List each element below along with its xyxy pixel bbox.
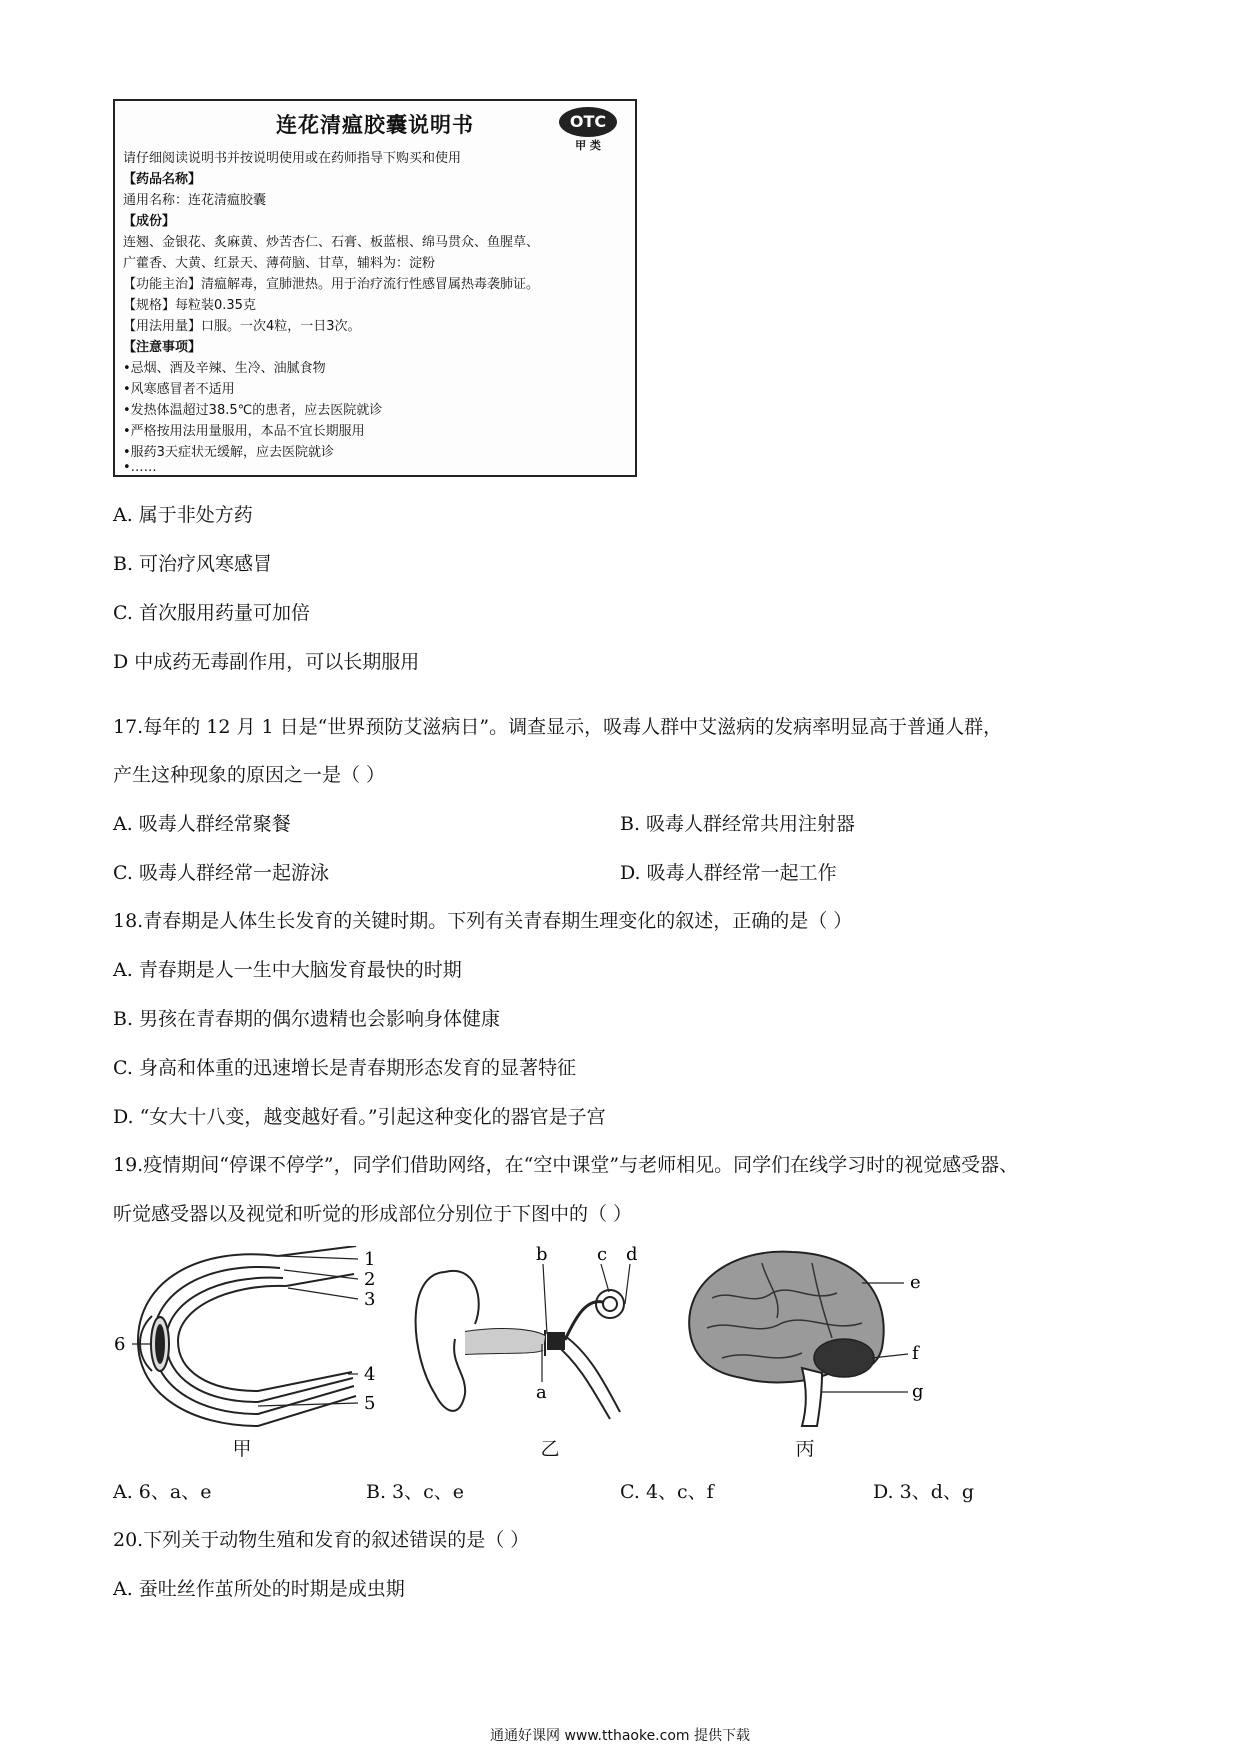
brain-mark-g: g xyxy=(912,1381,924,1402)
leaflet-note: •…… xyxy=(123,460,157,475)
leaflet-note: •忌烟、酒及辛辣、生冷、油腻食物 xyxy=(123,361,326,376)
eye-diagram xyxy=(108,1246,398,1436)
brain-mark-e: e xyxy=(910,1272,921,1293)
q19-option-c[interactable]: C. 4、c、f xyxy=(620,1481,714,1503)
figure-label-jia: 甲 xyxy=(232,1438,252,1460)
leaflet-heading-name: 【药品名称】 xyxy=(123,172,202,187)
q16-option-a[interactable]: A. 属于非处方药 xyxy=(113,504,253,526)
leaflet-heading-ingredients: 【成份】 xyxy=(123,214,176,229)
leaflet-ingredients-line: 广藿香、大黄、红景天、薄荷脑、甘草，辅料为：淀粉 xyxy=(123,256,436,271)
q19-option-d[interactable]: D. 3、d、g xyxy=(873,1481,975,1503)
leaflet-spec: 【规格】每粒装0.35克 xyxy=(123,298,256,313)
eye-mark-2: 2 xyxy=(364,1269,376,1290)
leaflet-note: •严格按用法用量服用，本品不宜长期服用 xyxy=(123,424,365,439)
q18-option-d[interactable]: D. “女大十八变，越变越好看。”引起这种变化的器官是子宫 xyxy=(113,1106,606,1128)
q17-stem: 17.每年的 12 月 1 日是“世界预防艾滋病日”。调查显示，吸毒人群中艾滋病的发病率明显高于普通人群， xyxy=(113,716,1003,738)
q17-option-c[interactable]: C. 吸毒人群经常一起游泳 xyxy=(113,862,329,884)
q19-stem: 19.疫情期间“停课不停学”，同学们借助网络，在“空中课堂”与老师相见。同学们在线学习时的视觉感受器、 xyxy=(113,1154,1019,1176)
q16-option-d[interactable]: D 中成药无毒副作用，可以长期服用 xyxy=(113,651,420,673)
otc-class: 甲 类 xyxy=(575,139,601,152)
leaflet-ingredients-line: 连翘、金银花、炙麻黄、炒苦杏仁、石膏、板蓝根、绵马贯众、鱼腥草、 xyxy=(123,235,540,250)
q16-option-c[interactable]: C. 首次服用药量可加倍 xyxy=(113,602,310,624)
ear-canal xyxy=(465,1329,545,1354)
q18-option-a[interactable]: A. 青春期是人一生中大脑发育最快的时期 xyxy=(113,959,462,981)
ear-mark-d: d xyxy=(626,1244,638,1265)
q20-stem: 20.下列关于动物生殖和发育的叙述错误的是（ ） xyxy=(113,1529,530,1551)
brain-diagram xyxy=(672,1238,930,1428)
leaflet-generic-name: 通用名称：连花清瘟胶囊 xyxy=(123,193,267,208)
figure-label-yi: 乙 xyxy=(540,1438,560,1460)
ear-diagram xyxy=(405,1244,660,1434)
eye-mark-6: 6 xyxy=(114,1334,126,1355)
eye-mark-3: 3 xyxy=(364,1289,376,1310)
q20-option-a[interactable]: A. 蚕吐丝作茧所处的时期是成虫期 xyxy=(113,1578,405,1600)
brain-mark-f: f xyxy=(912,1343,919,1364)
leaflet-note: •服药3天症状无缓解，应去医院就诊 xyxy=(123,445,334,460)
lens-mark xyxy=(155,1324,165,1364)
q17-option-a[interactable]: A. 吸毒人群经常聚餐 xyxy=(113,813,291,835)
medicine-leaflet xyxy=(113,99,637,477)
leaflet-note: •风寒感冒者不适用 xyxy=(123,382,235,397)
q19-stem-cont: 听觉感受器以及视觉和听觉的形成部位分别位于下图中的（ ） xyxy=(113,1203,633,1225)
otc-logo: OTC xyxy=(559,107,617,137)
q18-option-b[interactable]: B. 男孩在青春期的偶尔遗精也会影响身体健康 xyxy=(113,1008,501,1030)
eye-mark-1: 1 xyxy=(364,1249,376,1270)
q17-option-b[interactable]: B. 吸毒人群经常共用注射器 xyxy=(620,813,856,835)
ossicles xyxy=(547,1332,565,1350)
q16-option-b[interactable]: B. 可治疗风寒感冒 xyxy=(113,553,273,575)
leaflet-note: •发热体温超过38.5℃的患者，应去医院就诊 xyxy=(123,403,383,418)
q18-option-c[interactable]: C. 身高和体重的迅速增长是青春期形态发育的显著特征 xyxy=(113,1057,576,1079)
ear-mark-c: c xyxy=(597,1244,608,1265)
brainstem xyxy=(802,1368,822,1426)
figure-label-bing: 丙 xyxy=(795,1438,815,1460)
ear-mark-b: b xyxy=(536,1244,548,1265)
ear-mark-a: a xyxy=(536,1382,547,1403)
leaflet-function: 【功能主治】清瘟解毒，宣肺泄热。用于治疗流行性感冒属热毒袭肺证。 xyxy=(123,277,540,292)
q17-option-d[interactable]: D. 吸毒人群经常一起工作 xyxy=(620,862,837,884)
leaflet-heading-notes: 【注意事项】 xyxy=(123,340,202,355)
eye-mark-4: 4 xyxy=(364,1364,376,1385)
leaflet-usage: 【用法用量】口服。一次4粒，一日3次。 xyxy=(123,319,361,334)
q19-option-a[interactable]: A. 6、a、e xyxy=(113,1481,212,1503)
otc-badge xyxy=(559,107,619,151)
leaflet-title: 连花清瘟胶囊说明书 xyxy=(276,113,474,137)
q18-stem: 18.青春期是人体生长发育的关键时期。下列有关青春期生理变化的叙述，正确的是（ ） xyxy=(113,910,853,932)
q17-stem-cont: 产生这种现象的原因之一是（ ） xyxy=(113,764,386,786)
cerebellum xyxy=(814,1339,874,1377)
eye-mark-5: 5 xyxy=(364,1393,376,1414)
q19-option-b[interactable]: B. 3、c、e xyxy=(366,1481,465,1503)
leaflet-notice: 请仔细阅读说明书并按说明使用或在药师指导下购买和使用 xyxy=(123,151,462,166)
page-footer: 通通好课网 www.tthaoke.com 提供下载 xyxy=(490,1728,750,1744)
